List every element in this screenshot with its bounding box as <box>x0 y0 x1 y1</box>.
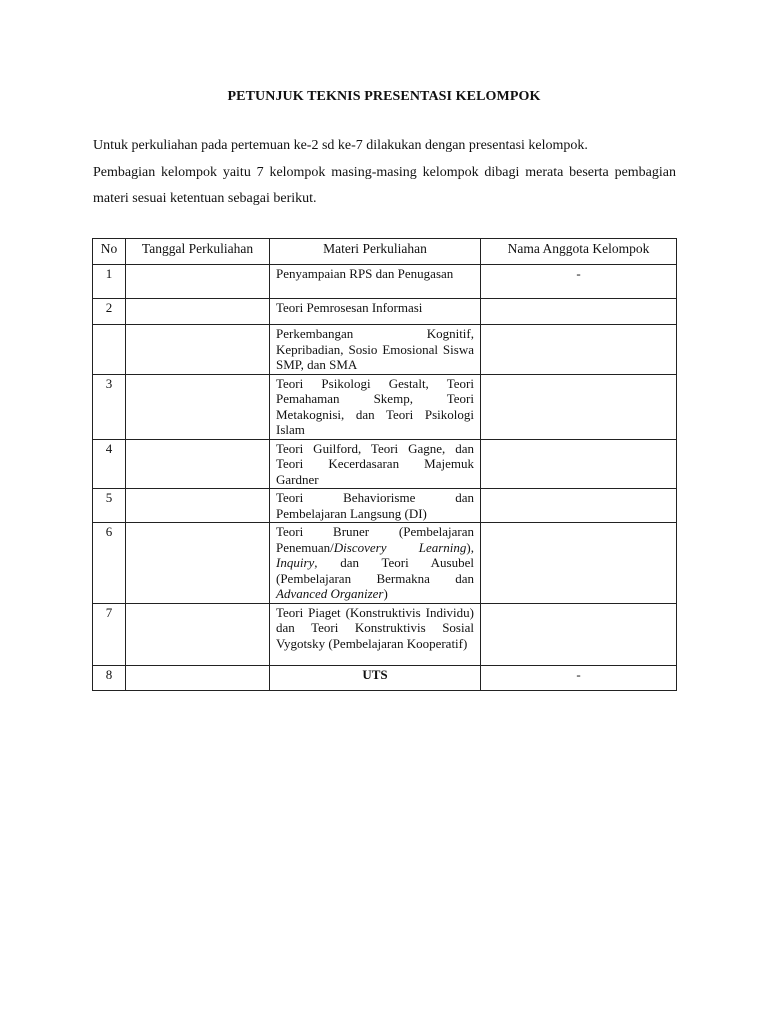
materi-text: , dan Teori Ausubel (Pembelajaran Bermakna dan <box>276 555 474 586</box>
row-date <box>126 603 270 665</box>
table-row <box>93 374 677 439</box>
table-row <box>93 665 677 690</box>
row-date <box>126 374 270 439</box>
table-row <box>93 299 677 325</box>
intro-paragraph-1: Untuk perkuliahan pada pertemuan ke-2 sd ke-7 dilakukan dengan presentasi kelompok. <box>93 138 588 153</box>
table-row <box>93 325 677 375</box>
row-members <box>481 374 677 439</box>
intro-text <box>93 133 676 213</box>
row-materi: Teori Psikologi Gestalt, Teori Pemahaman Skemp, Teori Metakognisi, dan Teori Psikologi Islam <box>270 374 481 439</box>
table-row <box>93 489 677 523</box>
row-members: - <box>481 665 677 690</box>
row-materi: Penyampaian RPS dan Penugasan <box>270 265 481 299</box>
row-materi: Teori Behaviorisme dan Pembelajaran Langsung (DI) <box>270 489 481 523</box>
table-row <box>93 265 677 299</box>
row-materi <box>270 523 481 604</box>
row-no <box>93 325 126 375</box>
header-no: No <box>93 239 126 265</box>
materi-italic-text: Advanced Organizer <box>276 586 384 601</box>
row-no: 2 <box>93 299 126 325</box>
row-members <box>481 299 677 325</box>
materi-italic-text: Inquiry <box>276 555 315 570</box>
header-date: Tanggal Perkuliahan <box>126 239 270 265</box>
row-members <box>481 439 677 489</box>
row-materi: UTS <box>270 665 481 690</box>
row-members: - <box>481 265 677 299</box>
table-row <box>93 439 677 489</box>
row-date <box>126 523 270 604</box>
materi-text: Teori Bruner (Pembelajaran Penemuan/ <box>276 524 474 555</box>
row-no: 6 <box>93 523 126 604</box>
header-materi: Materi Perkuliahan <box>270 239 481 265</box>
row-materi: Perkembangan Kognitif, Kepribadian, Sosio Emosional Siswa SMP, dan SMA <box>270 325 481 375</box>
row-members <box>481 489 677 523</box>
document-title: PETUNJUK TEKNIS PRESENTASI KELOMPOK <box>227 89 541 104</box>
row-no: 5 <box>93 489 126 523</box>
row-no: 8 <box>93 665 126 690</box>
materi-italic-text: Discovery Learning <box>333 539 467 555</box>
header-members: Nama Anggota Kelompok <box>481 239 677 265</box>
row-materi: Teori Guilford, Teori Gagne, dan Teori Kecerdasaran Majemuk Gardner <box>270 439 481 489</box>
row-members <box>481 603 677 665</box>
row-no: 1 <box>93 265 126 299</box>
row-members <box>481 325 677 375</box>
row-date <box>126 665 270 690</box>
table-header-row <box>93 239 677 265</box>
row-no: 4 <box>93 439 126 489</box>
row-date <box>126 439 270 489</box>
table-row <box>93 603 677 665</box>
row-no: 3 <box>93 374 126 439</box>
row-no: 7 <box>93 603 126 665</box>
row-materi: Teori Pemrosesan Informasi <box>270 299 481 325</box>
materi-text: ) <box>383 586 388 601</box>
row-materi: Teori Piaget (Konstruktivis Individu) dan Teori Konstruktivis Sosial Vygotsky (Pembelajaran Kooperatif) <box>270 603 481 665</box>
schedule-table <box>92 238 677 691</box>
table-row <box>93 523 677 604</box>
intro-paragraph-2: Pembagian kelompok yaitu 7 kelompok masing-masing kelompok dibagi merata beserta pembagian materi sesuai ketentuan sebagai berikut. <box>93 164 676 206</box>
materi-text: ), <box>466 539 474 555</box>
row-date <box>126 265 270 299</box>
row-date <box>126 299 270 325</box>
row-members <box>481 523 677 604</box>
row-date <box>126 325 270 375</box>
row-date <box>126 489 270 523</box>
